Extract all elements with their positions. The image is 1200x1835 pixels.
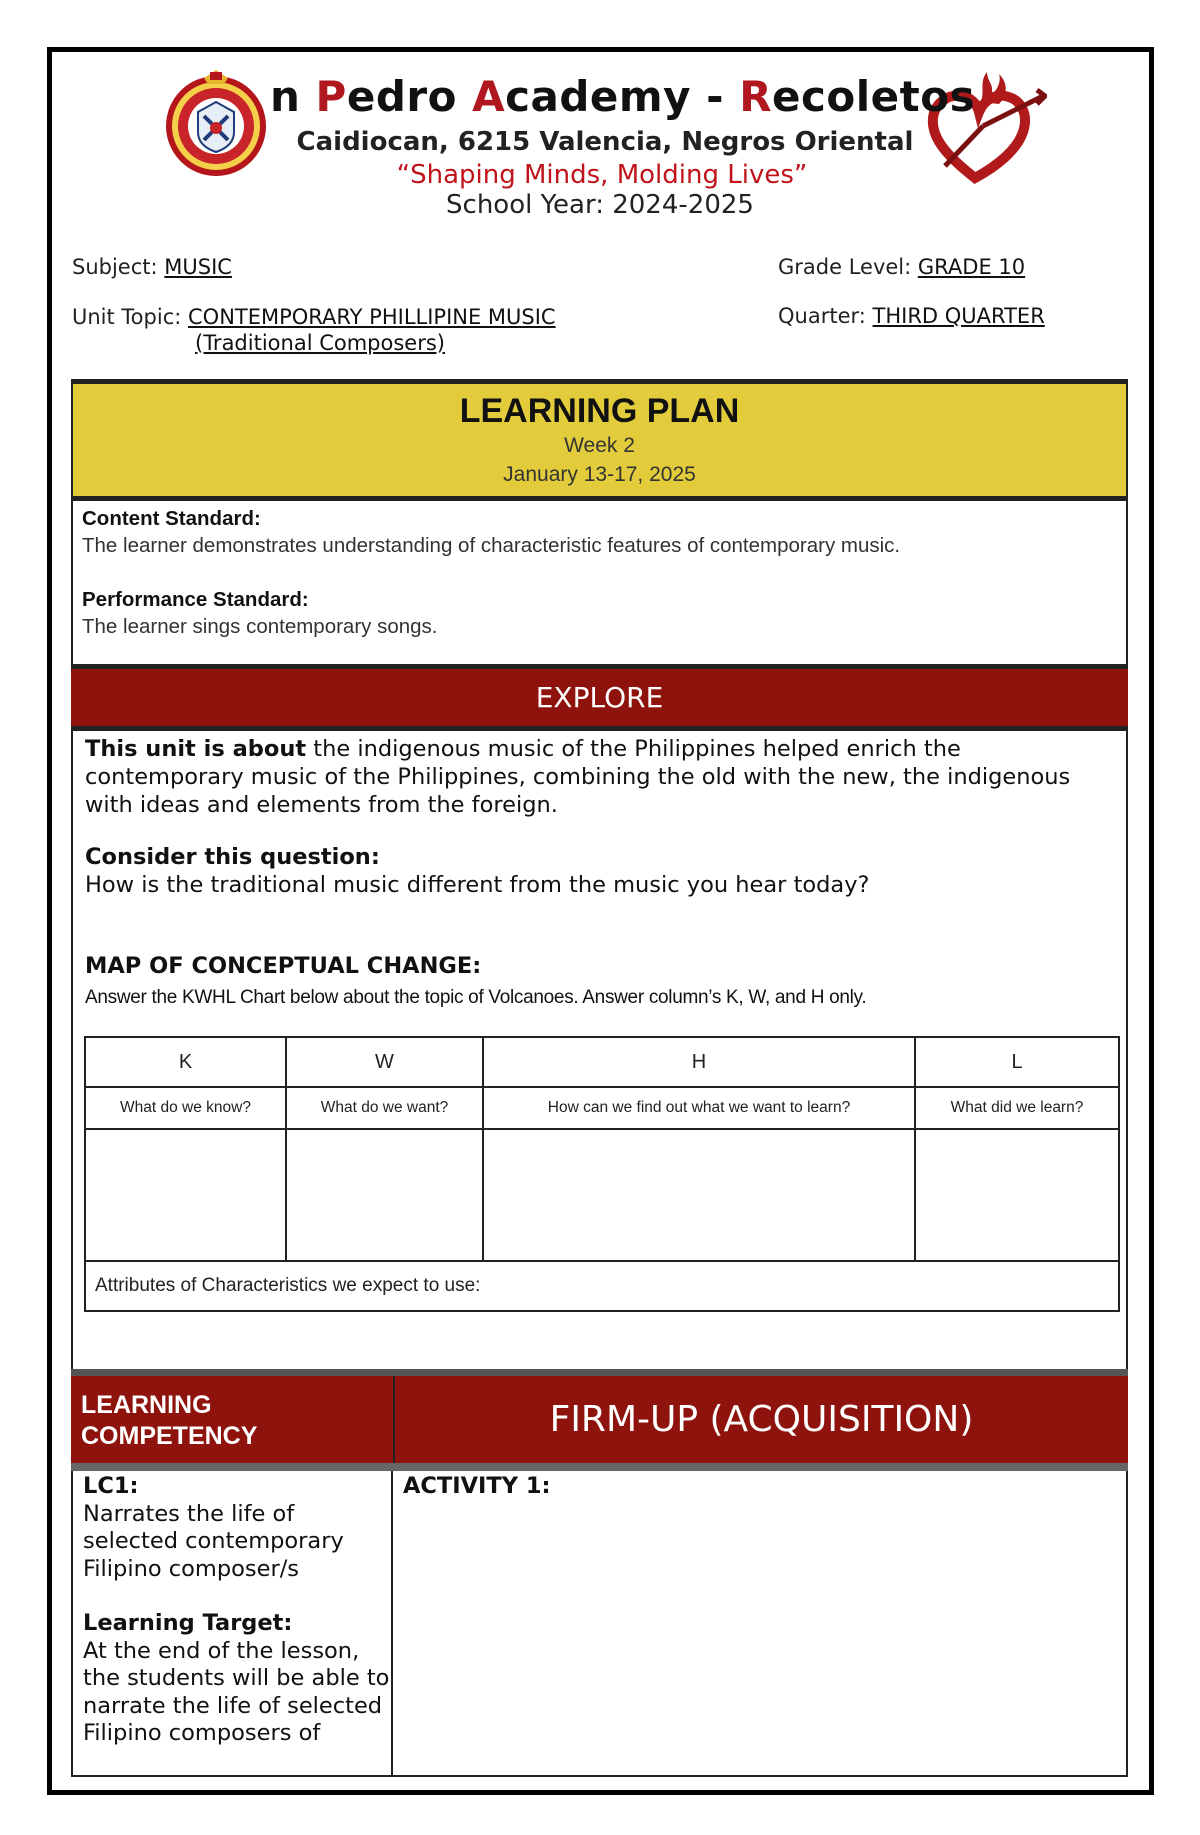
firm-up-heading: FIRM-UP (ACQUISITION)	[393, 1376, 1128, 1463]
kwhl-subheader-k: What do we know?	[85, 1087, 286, 1129]
unit-intro: This unit is about the indigenous music of the Philippines helped enrich the contemporary music of the Philippines, combining the old with the new, the indigenous with ideas and elements from the foreign.	[85, 736, 1071, 818]
learning-plan-title: LEARNING PLAN	[459, 392, 740, 430]
kwhl-chart	[84, 1036, 1120, 1312]
kwhl-answer-h[interactable]	[483, 1129, 915, 1261]
map-title: MAP OF CONCEPTUAL CHANGE:	[85, 953, 482, 979]
kwhl-answer-l[interactable]	[915, 1129, 1119, 1261]
learning-plan-header	[71, 384, 1128, 496]
activity-1-label: ACTIVITY 1:	[403, 1473, 551, 1499]
lc1-text: Narrates the life of selected contemporary Filipino composer/s	[83, 1500, 344, 1582]
kwhl-answer-w[interactable]	[286, 1129, 483, 1261]
kwhl-header-h: H	[483, 1037, 915, 1087]
learning-competency-heading: LEARNING COMPETENCY	[71, 1376, 393, 1463]
kwhl-header-k: K	[85, 1037, 286, 1087]
content-standard-text: The learner demonstrates understanding of characteristic features of contemporary music.	[82, 534, 901, 557]
kwhl-subheader-h: How can we find out what we want to learn?	[483, 1087, 915, 1129]
grade-level-field: Grade Level: GRADE 10	[778, 255, 1026, 279]
learning-target-label: Learning Target:	[83, 1610, 293, 1636]
kwhl-subheader-l: What did we learn?	[915, 1087, 1119, 1129]
map-instruction: Answer the KWHL Chart below about the topic of Volcanoes. Answer column’s K, W, and H only.	[85, 987, 867, 1008]
divider	[71, 1369, 1128, 1376]
school-year: School Year: 2024-2025	[446, 190, 754, 220]
learning-competency-cell	[71, 1471, 393, 1777]
question-text: How is the traditional music different from the music you hear today?	[85, 872, 870, 898]
explore-section	[71, 731, 1128, 1369]
week-label: Week 2	[564, 434, 635, 457]
date-range: January 13-17, 2025	[503, 463, 696, 486]
activity-cell	[393, 1471, 1128, 1777]
quarter-field: Quarter: THIRD QUARTER	[778, 304, 1045, 328]
kwhl-answer-k[interactable]	[85, 1129, 286, 1261]
school-motto: “Shaping Minds, Molding Lives”	[396, 160, 808, 190]
question-label: Consider this question:	[85, 844, 380, 870]
kwhl-subheader-w: What do we want?	[286, 1087, 483, 1129]
school-name: n Pedro Academy - Recoletos	[270, 72, 976, 121]
performance-standard-text: The learner sings contemporary songs.	[82, 615, 438, 638]
learning-target-text: At the end of the lesson, the students will be able to narrate the life of selected Filipino composers of	[83, 1637, 390, 1746]
unit-topic-field: Unit Topic: CONTEMPORARY PHILLIPINE MUSIC (Traditional Composers)	[72, 305, 556, 355]
kwhl-header-l: L	[915, 1037, 1119, 1087]
content-standard-label: Content Standard:	[82, 507, 261, 530]
subject-field: Subject: MUSIC	[72, 255, 232, 279]
standards-box	[71, 501, 1128, 665]
kwhl-attributes-row[interactable]: Attributes of Characteristics we expect to use:	[85, 1261, 1119, 1311]
divider	[71, 1463, 1128, 1471]
school-address: Caidiocan, 6215 Valencia, Negros Oriental	[296, 127, 914, 157]
lc1-label: LC1:	[83, 1473, 139, 1499]
performance-standard-label: Performance Standard:	[82, 588, 309, 611]
explore-heading: EXPLORE	[71, 669, 1128, 726]
kwhl-header-w: W	[286, 1037, 483, 1087]
